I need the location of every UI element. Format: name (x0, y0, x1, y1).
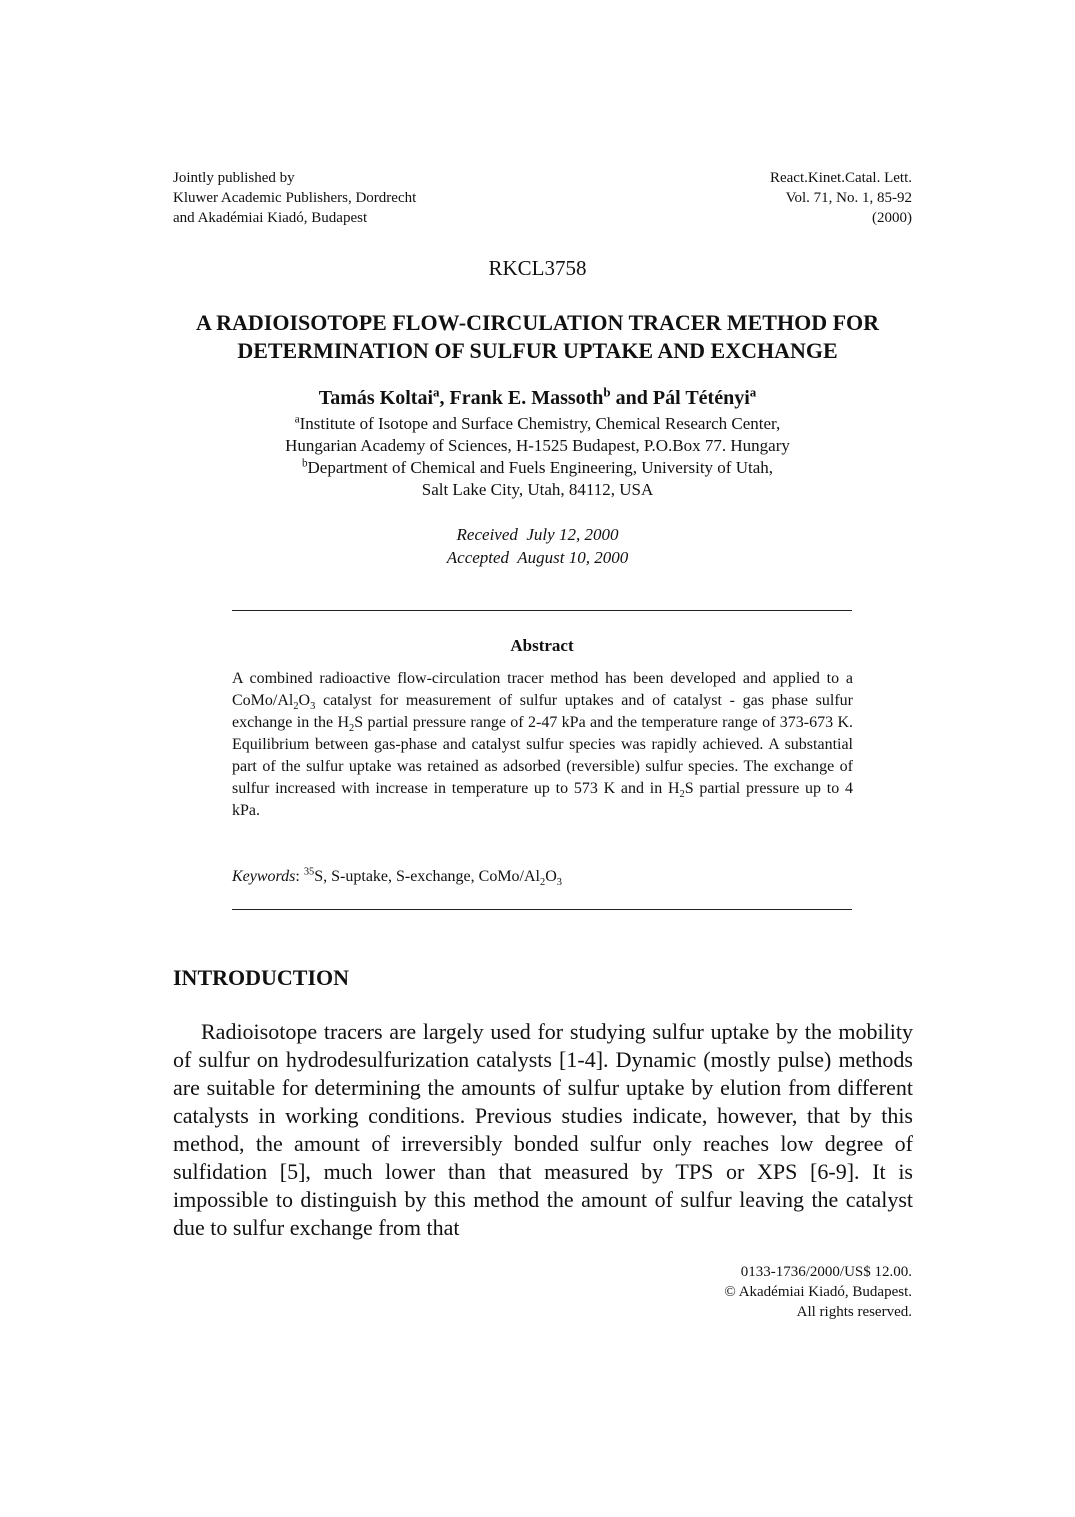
introduction-paragraph: Radioisotope tracers are largely used for studying sulfur uptake by the mobility of sulfur on hydrodesulfurization catalysts [1-4]. Dynamic (mostly pulse) methods are suitable for determining the amounts of sulfur uptake by elution from different catalysts in working conditions. Previous studies indicate, however, that by this method, the amount of irreversibly bonded sulfur only reaches low degree of sulfidation [5], much lower than that measured by TPS or XPS [6-9]. It is impossible to distinguish by this method the amount of sulfur leaving the catalyst due to sulfur exchange from that (173, 1019, 913, 1240)
accepted-date: Accepted August 10, 2000 (446, 548, 629, 567)
affiliation-a-line-1: $^a$Institute of Isotope and Surface Chemistry, Chemical Research Center, (294, 413, 781, 433)
journal-volume: Vol. 71, No. 1, 85-92 (785, 190, 912, 206)
author-separator: , (439, 387, 450, 409)
author-tetenyi: Pál Tétényi (652, 387, 750, 409)
affiliation-a-marker: a (294, 413, 300, 426)
author-massoth: Frank E. Massoth (449, 387, 604, 409)
affiliation-b-marker: b (301, 457, 308, 470)
issn-price: 0133-1736/2000/US$ 12.00. (740, 1264, 912, 1280)
abstract-text: A combined radioactive flow-circulation tracer method has been developed and applied to a CoMo/$Al_2O_3$ catalyst for measurement of sulfur uptakes and of catalyst - gas phase sulfur exchange in the $H_2S$ partial pressure range of 2-47 kPa and the temperature range of 373-673 K. Equilibrium between gas-phase and catalyst sulfur species was rapidly achieved. A substantial part of the sulfur uptake was retained as adsorbed (reversible) sulfur species. The exchange of sulfur increased with increase in temperature up to 573 K and in $H_2S$ partial pressure up to 4 kPa. (232, 670, 854, 819)
affiliation-b-line-2: Salt Lake City, Utah, 84112, USA (421, 480, 654, 499)
abstract-heading: Abstract (510, 636, 574, 655)
submission-dates (120, 523, 955, 569)
affiliation-b-line-1: $^b$Department of Chemical and Fuels Engineering, University of Utah, (301, 457, 774, 477)
journal-name: React.Kinet.Catal. Lett. (769, 170, 912, 186)
publisher-info (173, 168, 593, 228)
received-date: Received July 12, 2000 (456, 525, 619, 544)
journal-year: (2000) (872, 210, 912, 226)
author-massoth-affil: b (603, 384, 611, 400)
title-line-2: DETERMINATION OF SULFUR UPTAKE AND EXCHANGE (237, 338, 838, 363)
keywords: Keywords: $^{35}$S, S-uptake, S-exchange, CoMo/$Al_2O_3$ (232, 866, 562, 889)
abstract-bottom-rule (232, 909, 852, 910)
author-list (120, 384, 955, 410)
author-koltai: Tamás Koltai (318, 387, 434, 409)
author-koltai-affil: a (433, 384, 440, 400)
copyright-holder: © Akadémiai Kiadó, Budapest. (724, 1284, 912, 1300)
introduction-heading: INTRODUCTION (173, 965, 350, 990)
paper-title (120, 309, 955, 365)
paper-code: RKCL3758 (488, 256, 587, 280)
author-separator: and (610, 387, 653, 409)
author-tetenyi-affil: a (749, 384, 757, 400)
affiliations (120, 413, 955, 501)
copyright-notice (600, 1262, 912, 1322)
abstract-top-rule (232, 610, 852, 611)
affiliation-a-line-2: Hungarian Academy of Sciences, H-1525 Budapest, P.O.Box 77. Hungary (285, 436, 790, 455)
publisher-line-2: Kluwer Academic Publishers, Dordrecht (173, 190, 417, 206)
journal-citation (600, 168, 912, 228)
keywords-label: Keywords (232, 868, 296, 885)
publisher-line-3: and Akadémiai Kiadó, Budapest (173, 210, 368, 226)
title-line-1: A RADIOISOTOPE FLOW-CIRCULATION TRACER METHOD FOR (195, 310, 880, 335)
publisher-line-1: Jointly published by (173, 170, 295, 186)
rights-reserved: All rights reserved. (796, 1304, 912, 1320)
